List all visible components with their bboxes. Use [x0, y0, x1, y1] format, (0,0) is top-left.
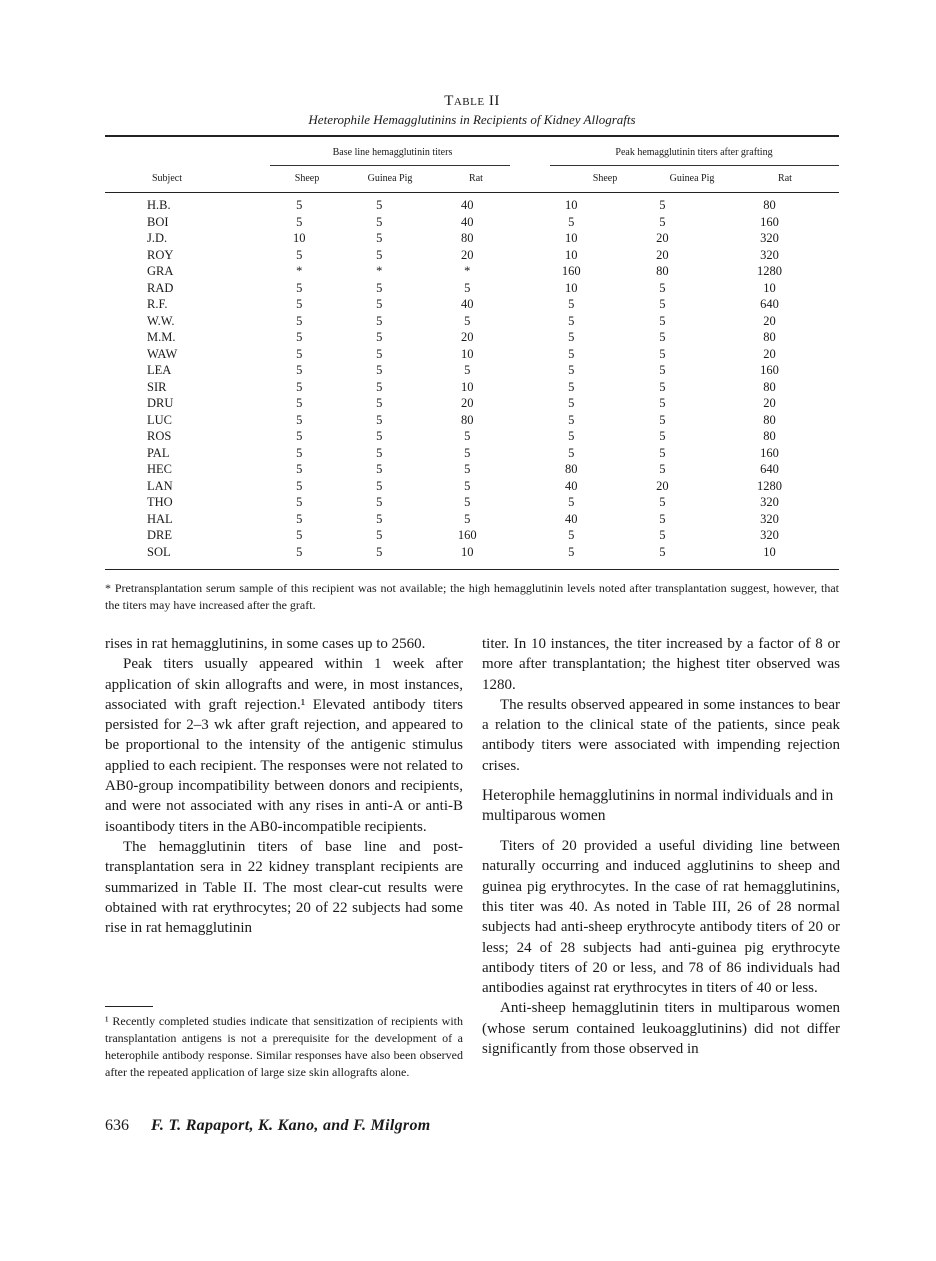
cell-guinea-peak: 5 — [659, 280, 666, 295]
cell-sheep-peak: 5 — [568, 297, 575, 311]
right-paragraph-2: The results observed appeared in some instances to bear a relation to the clinical state of the patients, since peak antibody titers were associated with impending rejection crises. — [482, 696, 840, 774]
cell-sheep-base: 5 — [296, 363, 303, 377]
cell-guinea-peak: 20 — [656, 478, 669, 493]
table-header-rule — [105, 192, 839, 193]
cell-sheep-peak: 5 — [568, 495, 575, 509]
cell-guinea-base: 5 — [376, 297, 383, 311]
cell-rat-peak: 20 — [763, 346, 776, 361]
cell-sheep-peak: 160 — [561, 264, 581, 278]
table-row — [105, 461, 839, 478]
group-header-baseline: Base line hemagglutinin titers — [332, 147, 453, 158]
cell-sheep-base: 5 — [296, 396, 303, 410]
col-header-guinea-peak: Guinea Pig — [669, 173, 715, 184]
cell-rat-base: 5 — [464, 511, 471, 526]
cell-guinea-peak: 5 — [659, 297, 666, 311]
cell-sheep-base: 5 — [296, 412, 303, 427]
footnote-rule — [105, 1006, 153, 1007]
cell-guinea-base: 5 — [376, 198, 383, 212]
cell-guinea-peak: 5 — [659, 528, 666, 542]
table-row — [105, 313, 839, 330]
table-row — [105, 214, 839, 231]
cell-sheep-peak: 40 — [565, 511, 578, 526]
cell-sheep-peak: 5 — [568, 363, 575, 377]
cell-sheep-peak: 5 — [568, 528, 575, 542]
table-row — [105, 527, 839, 544]
cell-sheep-base: 5 — [296, 495, 303, 509]
cell-subject: SIR — [147, 379, 167, 394]
left-paragraph-1: rises in rat hemagglutinins, in some cases up to 2560. — [105, 636, 426, 652]
col-header-subject: Subject — [152, 173, 182, 184]
cell-guinea-base: 5 — [376, 247, 383, 262]
cell-rat-peak: 320 — [760, 528, 779, 542]
cell-rat-base: 5 — [464, 495, 471, 509]
cell-subject: HEC — [147, 462, 172, 476]
cell-rat-peak: 20 — [763, 313, 776, 328]
cell-sheep-peak: 5 — [568, 214, 575, 229]
cell-sheep-base: * — [296, 264, 303, 278]
cell-rat-base: 40 — [461, 214, 474, 229]
cell-rat-base: 5 — [464, 462, 471, 476]
cell-guinea-base: 5 — [376, 429, 383, 443]
cell-guinea-base: 5 — [376, 495, 383, 509]
group-rule-baseline — [270, 165, 510, 166]
cell-guinea-base: 5 — [376, 478, 383, 493]
cell-sheep-base: 5 — [296, 280, 303, 295]
left-paragraph-2: Peak titers usually appeared within 1 week after application of skin allografts and were, in most instances, associated with graft rejection.¹ Elevated antibody titers persisted for 2–3 wk after graft rejection, and appeared to be proportional to the intensity of the antigenic stimulus applied to each recipient. The responses were not related to AB0-group incompatibility between donors and recipients, and were not associated with any rises in anti-A or anti-B isoantibody titers in the AB0-incompatible recipients. — [105, 656, 463, 835]
col-header-guinea-base: Guinea Pig — [367, 173, 413, 184]
cell-subject: GRA — [147, 264, 174, 278]
group-header-peak: Peak hemagglutinin titers after grafting — [615, 147, 773, 158]
cell-subject: DRU — [147, 396, 174, 410]
cell-guinea-peak: 5 — [659, 330, 666, 344]
cell-rat-peak: 80 — [763, 412, 776, 427]
cell-rat-peak: 1280 — [757, 264, 782, 278]
table-row — [105, 428, 839, 445]
cell-sheep-peak: 5 — [568, 544, 575, 559]
section-heading: Heterophile hemagglutinins in normal individuals and in multiparous women — [482, 787, 834, 825]
table-title: Heterophile Hemagglutinins in Recipients of Kidney Allografts — [308, 112, 636, 127]
table-bottom-rule — [105, 569, 839, 570]
cell-guinea-base: 5 — [376, 346, 383, 361]
cell-rat-peak: 320 — [760, 231, 779, 245]
cell-guinea-base: 5 — [376, 231, 383, 245]
cell-sheep-peak: 5 — [568, 313, 575, 328]
cell-rat-base: 5 — [464, 280, 471, 295]
col-header-sheep-base: Sheep — [294, 173, 320, 184]
cell-subject: W.W. — [147, 313, 175, 328]
cell-rat-peak: 80 — [763, 379, 776, 394]
table-row — [105, 329, 839, 346]
cell-sheep-base: 5 — [296, 429, 303, 443]
cell-sheep-peak: 5 — [568, 445, 575, 460]
cell-guinea-peak: 5 — [659, 313, 666, 328]
page-footer — [105, 1117, 431, 1135]
page-footnote: ¹ Recently completed studies indicate that sensitization of recipients with transplantation antigens is not a prerequisite for the development of a heterophile antibody response. Similar responses have also been observed after the repeated application of large size skin allografts alone. — [105, 1014, 463, 1079]
cell-rat-base: 5 — [464, 363, 471, 377]
cell-guinea-base: 5 — [376, 379, 383, 394]
cell-subject: HAL — [147, 511, 173, 526]
cell-subject: H.B. — [147, 198, 171, 212]
cell-subject: LAN — [147, 478, 173, 493]
cell-sheep-peak: 10 — [565, 280, 578, 295]
cell-guinea-base: 5 — [376, 363, 383, 377]
left-paragraph-3: The hemagglutinin titers of base line and post-transplantation sera in 22 kidney transplant recipients are summarized in Table II. The most clear-cut results were obtained with rat erythrocytes; 20 of 22 subjects had some rise in rat hemagglutinin — [105, 838, 463, 937]
table-row — [105, 544, 839, 561]
cell-sheep-peak: 5 — [568, 330, 575, 344]
running-authors: F. T. Rapaport, K. Kano, and F. Milgrom — [151, 1117, 431, 1134]
table-label: Table II — [444, 93, 500, 109]
cell-guinea-peak: 5 — [659, 363, 666, 377]
cell-sheep-peak: 40 — [565, 478, 578, 493]
cell-sheep-peak: 5 — [568, 412, 575, 427]
cell-rat-peak: 80 — [763, 198, 776, 212]
right-column — [482, 634, 840, 1059]
cell-sheep-base: 5 — [296, 214, 303, 229]
cell-sheep-base: 5 — [296, 511, 303, 526]
cell-guinea-peak: 5 — [659, 346, 666, 361]
cell-subject: SOL — [147, 544, 171, 559]
cell-guinea-peak: 80 — [656, 264, 669, 278]
cell-guinea-peak: 5 — [659, 429, 666, 443]
cell-sheep-peak: 5 — [568, 396, 575, 410]
cell-guinea-base: 5 — [376, 280, 383, 295]
cell-guinea-base: 5 — [376, 214, 383, 229]
cell-subject: LEA — [147, 363, 172, 377]
cell-rat-peak: 10 — [763, 280, 776, 295]
cell-subject: ROY — [147, 247, 174, 262]
table-row — [105, 247, 839, 264]
cell-guinea-base: 5 — [376, 313, 383, 328]
cell-sheep-peak: 80 — [565, 462, 578, 476]
cell-sheep-peak: 5 — [568, 346, 575, 361]
cell-subject: J.D. — [147, 231, 168, 245]
cell-subject: M.M. — [147, 330, 176, 344]
cell-sheep-base: 5 — [296, 346, 303, 361]
cell-guinea-peak: 5 — [659, 462, 666, 476]
cell-rat-peak: 80 — [763, 330, 776, 344]
table-row — [105, 395, 839, 412]
cell-rat-base: 80 — [461, 412, 474, 427]
right-paragraph-4: Anti-sheep hemagglutinin titers in multiparous women (whose serum contained leukoagglutinins) did not differ significantly from those observed in — [482, 1000, 840, 1058]
group-rule-peak — [550, 165, 839, 166]
cell-subject: ROS — [147, 429, 172, 443]
cell-sheep-peak: 5 — [568, 429, 575, 443]
cell-rat-base: 5 — [464, 313, 471, 328]
cell-sheep-base: 5 — [296, 247, 303, 262]
cell-guinea-peak: 5 — [659, 198, 666, 212]
cell-rat-base: 10 — [461, 379, 474, 394]
page-number: 636 — [105, 1117, 129, 1134]
table-row — [105, 478, 839, 495]
cell-guinea-peak: 5 — [659, 379, 666, 394]
cell-rat-base: 5 — [464, 429, 471, 443]
table-row — [105, 197, 839, 214]
cell-sheep-base: 5 — [296, 528, 303, 542]
table-row — [105, 230, 839, 247]
cell-sheep-base: 5 — [296, 462, 303, 476]
cell-sheep-base: 5 — [296, 313, 303, 328]
cell-rat-peak: 20 — [763, 396, 776, 410]
cell-guinea-peak: 5 — [659, 544, 666, 559]
cell-subject: BOI — [147, 214, 169, 229]
cell-rat-base: 10 — [461, 544, 474, 559]
cell-rat-base: 40 — [461, 198, 474, 212]
cell-rat-peak: 320 — [760, 511, 779, 526]
cell-guinea-base: 5 — [376, 462, 383, 476]
cell-rat-peak: 320 — [760, 247, 779, 262]
cell-guinea-peak: 5 — [659, 495, 666, 509]
cell-sheep-peak: 10 — [565, 247, 578, 262]
cell-sheep-base: 10 — [293, 231, 306, 245]
cell-sheep-base: 5 — [296, 379, 303, 394]
cell-guinea-base: 5 — [376, 511, 383, 526]
table-row — [105, 346, 839, 363]
cell-guinea-base: 5 — [376, 412, 383, 427]
titer-table — [105, 197, 839, 560]
table-row — [105, 379, 839, 396]
right-paragraph-1: titer. In 10 instances, the titer increased by a factor of 8 or more after transplantation; the highest titer observed was 1280. — [482, 636, 840, 693]
cell-rat-base: 160 — [457, 528, 477, 542]
cell-subject: DRE — [147, 528, 172, 542]
cell-rat-peak: 160 — [760, 445, 779, 460]
cell-rat-peak: 160 — [760, 363, 779, 377]
cell-guinea-base: 5 — [376, 528, 383, 542]
cell-rat-base: * — [464, 264, 471, 278]
cell-subject: R.F. — [147, 297, 168, 311]
cell-rat-peak: 1280 — [757, 478, 782, 493]
cell-sheep-peak: 10 — [565, 198, 578, 212]
right-paragraph-3: Titers of 20 provided a useful dividing line between naturally occurring and induced agglutinins to sheep and guinea pig erythrocytes. In the case of rat hemagglutinins, this titer was 40. As noted in Table III, 26 of 28 normal subjects had anti-sheep erythrocyte antibody titers of 20 or less; 24 of 28 subjects had anti-guinea pig erythrocyte antibody titers of 20 or less, and 78 of 86 individuals had antibodies against rat erythrocytes in titers of 40 or less. — [482, 838, 840, 997]
cell-guinea-peak: 20 — [656, 231, 669, 245]
cell-guinea-peak: 5 — [659, 396, 666, 410]
cell-rat-base: 5 — [464, 478, 471, 493]
table-row — [105, 511, 839, 528]
cell-subject: LUC — [147, 412, 172, 427]
table-row — [105, 280, 839, 297]
cell-rat-base: 5 — [464, 445, 471, 460]
cell-subject: WAW — [147, 346, 178, 361]
cell-guinea-base: 5 — [376, 330, 383, 344]
cell-guinea-base: * — [376, 264, 383, 278]
table-row — [105, 263, 839, 280]
table-row — [105, 445, 839, 462]
col-header-rat-base: Rat — [469, 173, 483, 184]
left-column — [105, 634, 463, 938]
cell-subject: PAL — [147, 445, 170, 460]
cell-guinea-peak: 20 — [656, 247, 669, 262]
cell-guinea-base: 5 — [376, 544, 383, 559]
col-header-rat-peak: Rat — [778, 173, 792, 184]
cell-guinea-base: 5 — [376, 445, 383, 460]
table-row — [105, 296, 839, 313]
table-footnote: * Pretransplantation serum sample of this recipient was not available; the high hemagglutinin levels noted after transplantation suggest, however, that the titers may have increased after the graft. — [105, 581, 839, 612]
cell-sheep-base: 5 — [296, 198, 303, 212]
cell-guinea-peak: 5 — [659, 412, 666, 427]
cell-rat-peak: 80 — [763, 429, 776, 443]
cell-sheep-base: 5 — [296, 478, 303, 493]
cell-guinea-peak: 5 — [659, 445, 666, 460]
cell-rat-base: 80 — [461, 231, 474, 245]
table-top-rule — [105, 135, 839, 137]
cell-rat-base: 20 — [461, 330, 474, 344]
cell-subject: THO — [147, 495, 173, 509]
cell-rat-peak: 640 — [760, 462, 779, 476]
table-row — [105, 362, 839, 379]
cell-rat-base: 10 — [461, 346, 474, 361]
cell-rat-peak: 10 — [763, 544, 776, 559]
cell-sheep-peak: 5 — [568, 379, 575, 394]
cell-rat-peak: 320 — [760, 495, 779, 509]
cell-sheep-base: 5 — [296, 330, 303, 344]
cell-sheep-base: 5 — [296, 297, 303, 311]
cell-guinea-peak: 5 — [659, 511, 666, 526]
cell-sheep-base: 5 — [296, 544, 303, 559]
col-header-sheep-peak: Sheep — [592, 173, 618, 184]
cell-guinea-base: 5 — [376, 396, 383, 410]
cell-subject: RAD — [147, 280, 174, 295]
cell-rat-base: 20 — [461, 396, 474, 410]
cell-rat-base: 40 — [461, 297, 474, 311]
table-row — [105, 494, 839, 511]
cell-rat-peak: 160 — [760, 214, 779, 229]
cell-rat-peak: 640 — [760, 297, 779, 311]
cell-sheep-base: 5 — [296, 445, 303, 460]
cell-guinea-peak: 5 — [659, 214, 666, 229]
table-row — [105, 412, 839, 429]
cell-sheep-peak: 10 — [565, 231, 578, 245]
cell-rat-base: 20 — [461, 247, 474, 262]
